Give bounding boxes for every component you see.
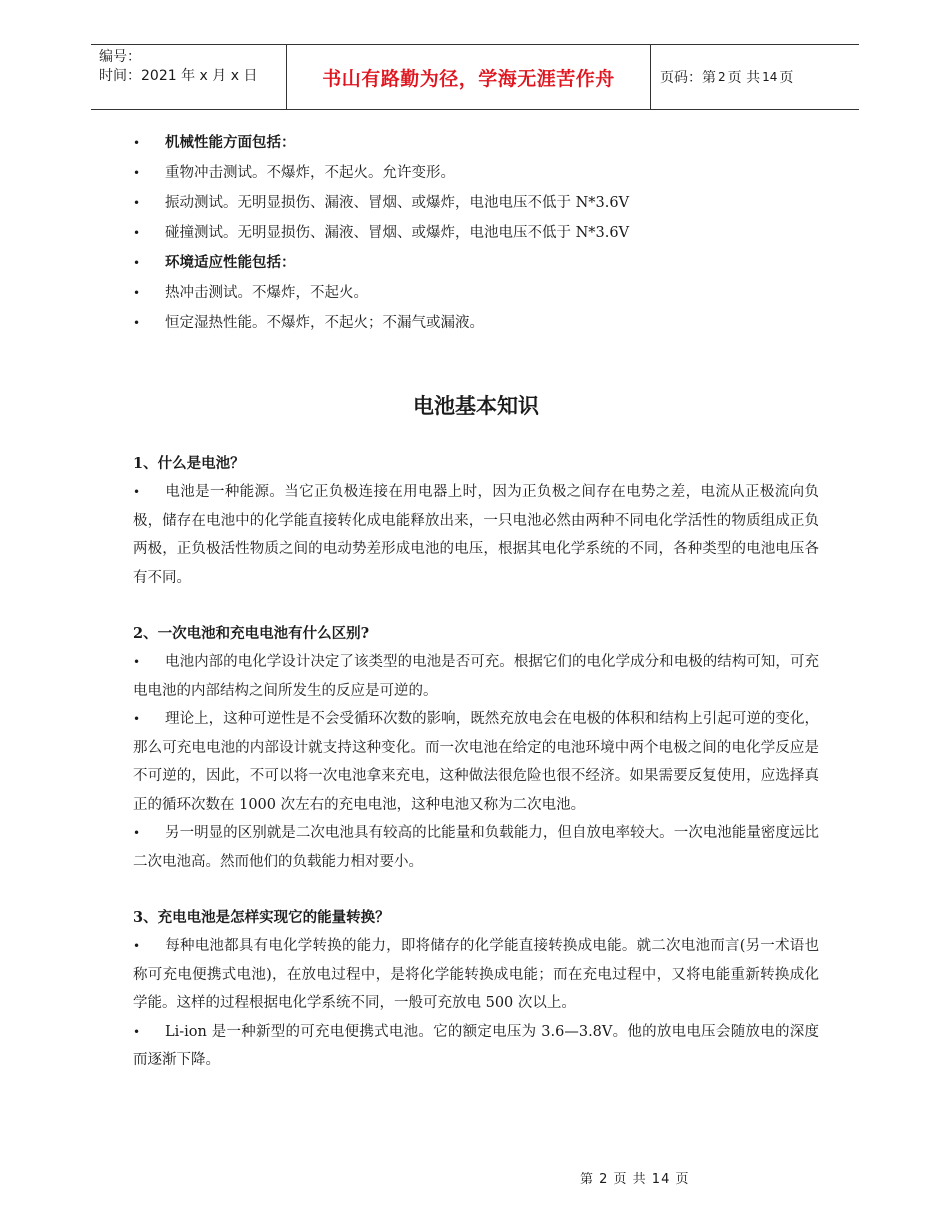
paragraph-text: 另一明显的区别就是二次电池具有较高的比能量和负载能力，但自放电率较大。一次电池能量密度远比二次电池高。然而他们的负载能力相对要小。 bbox=[133, 825, 819, 870]
bullet-icon: • bbox=[133, 712, 141, 726]
paragraph-text: Li-ion 是一种新型的可充电便携式电池。它的额定电压为 3.6—3.8V。他的放电电压会随放电的深度而逐渐下降。 bbox=[133, 1023, 819, 1068]
list-item-text: 重物冲击测试。不爆炸，不起火。允许变形。 bbox=[165, 165, 455, 181]
bullet-icon: • bbox=[133, 286, 141, 300]
header-motto: 书山有路勤为径，学海无涯苦作舟 bbox=[287, 45, 651, 109]
test-bullet-list bbox=[133, 128, 819, 338]
paragraph bbox=[133, 1018, 819, 1075]
header-time-label: 时间：2021 年 x 月 x 日 bbox=[99, 68, 258, 84]
bullet-icon: • bbox=[133, 826, 141, 840]
list-item bbox=[133, 278, 819, 308]
list-item bbox=[133, 248, 819, 278]
bullet-icon: • bbox=[133, 256, 141, 270]
paragraph bbox=[133, 648, 819, 705]
bullet-icon: • bbox=[133, 196, 141, 210]
paragraph-text: 电池是一种能源。当它正负极连接在用电器上时，因为正负极之间存在电势之差，电流从正极流向负极，储存在电池中的化学能直接转化成电能释放出来，一只电池必然由两种不同电化学活性的物质组成正负两极，正负极活性物质之间的电动势差形成电池的电压，根据其电化学系统的不同，各种类型的电池电压各有不同。 bbox=[133, 484, 819, 586]
list-item bbox=[133, 158, 819, 188]
bullet-icon: • bbox=[133, 316, 141, 330]
paragraph-text: 电池内部的电化学设计决定了该类型的电池是否可充。根据它们的电化学成分和电极的结构可知，可充电电池的内部结构之间所发生的反应是可逆的。 bbox=[133, 654, 819, 699]
list-item-text: 碰撞测试。无明显损伤、漏液、冒烟、或爆炸，电池电压不低于 N*3.6V bbox=[165, 225, 630, 241]
paragraph bbox=[133, 932, 819, 1018]
question-1-heading: 1、什么是电池？ bbox=[133, 455, 245, 472]
bullet-icon: • bbox=[133, 166, 141, 180]
header-meta bbox=[91, 45, 287, 109]
list-item-text: 机械性能方面包括： bbox=[165, 134, 296, 151]
header-page-prefix: 页码：第 bbox=[660, 70, 716, 86]
list-item-text: 恒定湿热性能。不爆炸，不起火；不漏气或漏液。 bbox=[165, 315, 484, 331]
list-item-text: 热冲击测试。不爆炸，不起火。 bbox=[165, 285, 368, 301]
list-item bbox=[133, 218, 819, 248]
page-footer: 第 2 页 共 14 页 bbox=[580, 1172, 690, 1187]
paragraph bbox=[133, 819, 819, 876]
paragraph bbox=[133, 705, 819, 819]
paragraph bbox=[133, 478, 819, 592]
question-3-heading: 3、充电电池是怎样实现它的能量转换？ bbox=[133, 909, 390, 926]
bullet-icon: • bbox=[133, 136, 141, 150]
list-item bbox=[133, 128, 819, 158]
paragraph-text: 每种电池都具有电化学转换的能力，即将储存的化学能直接转换成电能。就二次电池而言(另一术语也称可充电便携式电池)，在放电过程中，是将化学能转换成电能；而在充电过程中，又将电能重新转换成化学能。这样的过程根据电化学系统不同，一般可充放电 500 次以上。 bbox=[133, 938, 819, 1011]
header-page-number: 2 bbox=[718, 70, 726, 84]
header-page-total: 14 bbox=[762, 70, 778, 84]
header-page-suffix: 页 bbox=[779, 70, 794, 86]
bullet-icon: • bbox=[133, 485, 141, 499]
document-header bbox=[91, 44, 859, 110]
list-item bbox=[133, 188, 819, 218]
header-number-label: 编号： bbox=[99, 49, 141, 65]
paragraph-text: 理论上，这种可逆性是不会受循环次数的影响，既然充放电会在电极的体积和结构上引起可逆的变化，那么可充电电池的内部设计就支持这种变化。而一次电池在给定的电池环境中两个电极之间的电化学反应是不可逆的，因此，不可以将一次电池拿来充电，这种做法很危险也很不经济。如果需要反复使用，应选择真正的循环次数在 1000 次左右的充电电池，这种电池又称为二次电池。 bbox=[133, 711, 819, 813]
bullet-icon: • bbox=[133, 226, 141, 240]
header-page-mid: 页 共 bbox=[727, 70, 761, 86]
section-title: 电池基本知识 bbox=[413, 394, 539, 418]
document-body bbox=[133, 128, 819, 1075]
list-item-text: 环境适应性能包括： bbox=[165, 254, 296, 271]
list-item bbox=[133, 308, 819, 338]
bullet-icon: • bbox=[133, 655, 141, 669]
list-item-text: 振动测试。无明显损伤、漏液、冒烟、或爆炸，电池电压不低于 N*3.6V bbox=[165, 195, 630, 211]
header-page-info bbox=[651, 45, 859, 109]
question-2-heading: 2、一次电池和充电电池有什么区别? bbox=[133, 625, 370, 642]
bullet-icon: • bbox=[133, 939, 141, 953]
bullet-icon: • bbox=[133, 1024, 141, 1039]
